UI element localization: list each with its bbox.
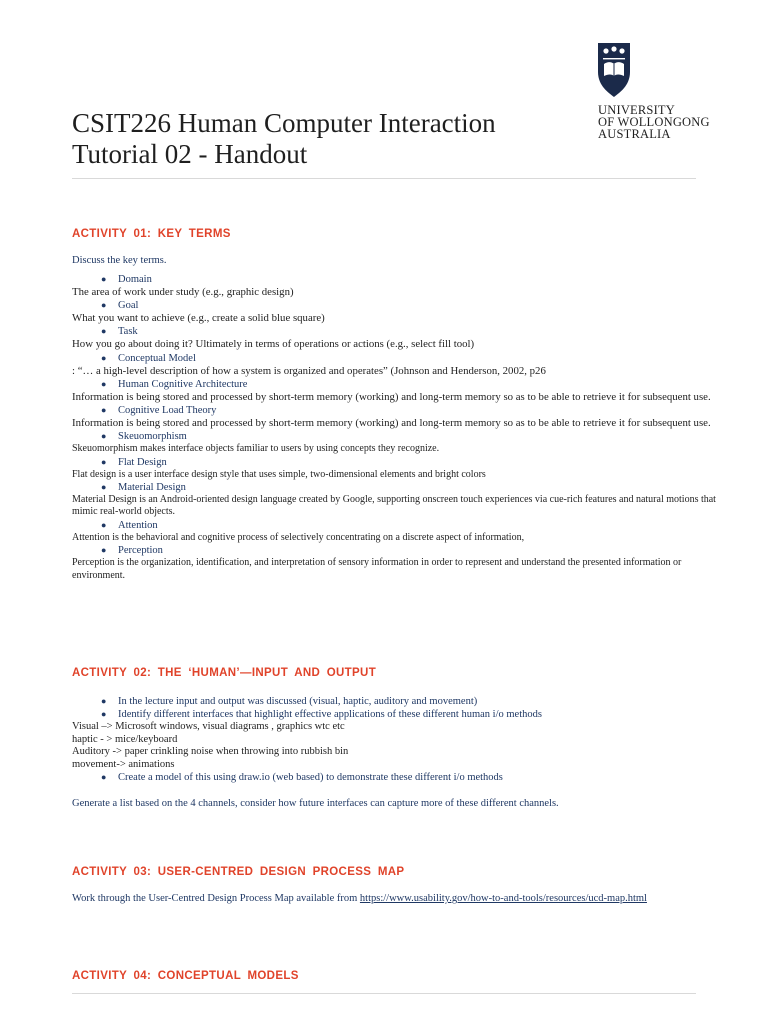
key-terms-list (72, 273, 732, 582)
bullet-icon: ● (101, 405, 107, 416)
term-task (72, 325, 732, 351)
bullet-icon: ● (101, 378, 107, 389)
bullet-text: Identify different interfaces that highlight effective applications of these different human i/o methods (118, 709, 542, 720)
term-perception (72, 544, 732, 582)
title-tutorial: Tutorial 02 - Handout (72, 139, 308, 169)
bullet-icon: ● (101, 709, 107, 719)
list-item (72, 708, 732, 721)
bullet-icon: ● (101, 482, 107, 493)
term-description: How you go about doing it? Ultimately in terms of operations or actions (e.g., select fill tool) (72, 338, 475, 351)
activity-02-list-2 (72, 771, 732, 784)
activity-03-text (72, 893, 672, 906)
activity-03-section (72, 866, 732, 906)
io-movement: movement-> animations (72, 758, 175, 770)
term-description: Information is being stored and processed by short-term memory (working) and long-term memory so as to be able to retrieve it for subsequent use. (72, 417, 711, 430)
term-label: Human Cognitive Architecture (118, 378, 248, 390)
term-label: Material Design (118, 482, 186, 494)
io-haptic: haptic - > mice/keyboard (72, 733, 178, 745)
bullet-icon: ● (101, 326, 107, 337)
bullet-icon: ● (101, 300, 107, 311)
term-human-cognitive-architecture (72, 378, 732, 404)
term-description: Flat design is a user interface design style that uses simple, two-dimensional elements and bright colors (72, 468, 486, 480)
term-label: Flat Design (118, 456, 167, 468)
term-description: Information is being stored and processed by short-term memory (working) and long-term memory so as to be able to retrieve it for subsequent use. (72, 390, 711, 403)
activity-01-intro: Discuss the key terms. (72, 255, 167, 266)
io-visual: Visual –> Microsoft windows, visual diagrams , graphics wtc etc (72, 721, 345, 732)
term-description: Attention is the behavioral and cognitive process of selectively concentrating on a discrete aspect of information, (72, 531, 525, 543)
term-description: The area of work under study (e.g., graphic design) (72, 286, 294, 298)
header-divider (72, 178, 696, 179)
bullet-icon: ● (101, 431, 107, 442)
document-title (72, 108, 496, 170)
term-skeuomorphism (72, 430, 732, 455)
activity-01-heading: ACTIVITY 01: KEY TERMS (72, 228, 231, 240)
university-line-1: UNIVERSITY (598, 103, 675, 117)
term-cognitive-load-theory (72, 404, 732, 430)
activity-02-section (72, 667, 732, 809)
activity-04-section (72, 970, 732, 982)
bullet-icon: ● (101, 545, 107, 556)
university-line-2: OF WOLLONGONG (598, 115, 710, 129)
activity-02-list (72, 695, 732, 721)
term-description: Skeuomorphism makes interface objects familiar to users by using concepts they recognize. (72, 443, 440, 455)
activity-03-body: Work through the User-Centred Design Process Map available from (72, 893, 360, 904)
term-label: Goal (118, 300, 139, 312)
bullet-icon: ● (101, 519, 107, 530)
term-label: Domain (118, 274, 152, 285)
term-description: Perception is the organization, identification, and interpretation of sensory information in order to represent and understand the presented information or environment. (72, 557, 682, 581)
activity-02-heading: ACTIVITY 02: THE ‘HUMAN’—INPUT AND OUTPUT (72, 667, 377, 679)
term-conceptual-model (72, 352, 732, 378)
ucd-map-link[interactable]: https://www.usability.gov/how-to-and-tools/resources/ucd-map.html (359, 893, 647, 904)
bullet-icon: ● (101, 352, 107, 363)
term-label: Cognitive Load Theory (118, 405, 217, 417)
activity-01-section (72, 228, 732, 582)
list-item (72, 695, 732, 708)
term-description: What you want to achieve (e.g., create a solid blue square) (72, 312, 325, 325)
list-item (72, 771, 732, 784)
activity-04-heading: ACTIVITY 04: CONCEPTUAL MODELS (72, 970, 299, 982)
university-name (598, 104, 710, 140)
term-label: Attention (118, 519, 158, 531)
term-material-design (72, 481, 732, 519)
activity-02-generate: Generate a list based on the 4 channels, consider how future interfaces can capture more of these different channels. (72, 798, 559, 810)
term-flat-design (72, 456, 732, 481)
bullet-icon: ● (101, 772, 107, 783)
term-label: Conceptual Model (118, 352, 196, 364)
crest-icon (597, 42, 631, 98)
bullet-text: In the lecture input and output was discussed (visual, haptic, auditory and movement) (118, 696, 478, 707)
section-divider (72, 993, 696, 994)
io-auditory: Auditory -> paper crinkling noise when throwing into rubbish bin (72, 746, 349, 758)
term-label: Skeuomorphism (118, 431, 187, 443)
university-line-3: AUSTRALIA (598, 127, 671, 141)
bullet-icon: ● (101, 456, 107, 467)
term-description: Material Design is an Android-oriented design language created by Google, supporting onscreen touch experiences via cue-rich features and natural motions that mimic real-world objects. (72, 494, 716, 518)
io-examples (72, 721, 732, 771)
bullet-icon: ● (101, 274, 107, 284)
term-label: Perception (118, 545, 163, 557)
title-course: CSIT226 Human Computer Interaction (72, 108, 496, 138)
term-attention (72, 519, 732, 544)
bullet-icon: ● (101, 696, 107, 706)
activity-03-heading: ACTIVITY 03: USER-CENTRED DESIGN PROCESS MAP (72, 866, 405, 878)
term-label: Task (118, 326, 138, 338)
term-goal (72, 299, 732, 325)
term-domain (72, 273, 732, 299)
term-description: : “… a high-level description of how a system is organized and operates” (Johnson and Henderson, 2002, p26 (72, 364, 546, 377)
bullet-text: Create a model of this using draw.io (web based) to demonstrate these different i/o methods (118, 772, 503, 784)
